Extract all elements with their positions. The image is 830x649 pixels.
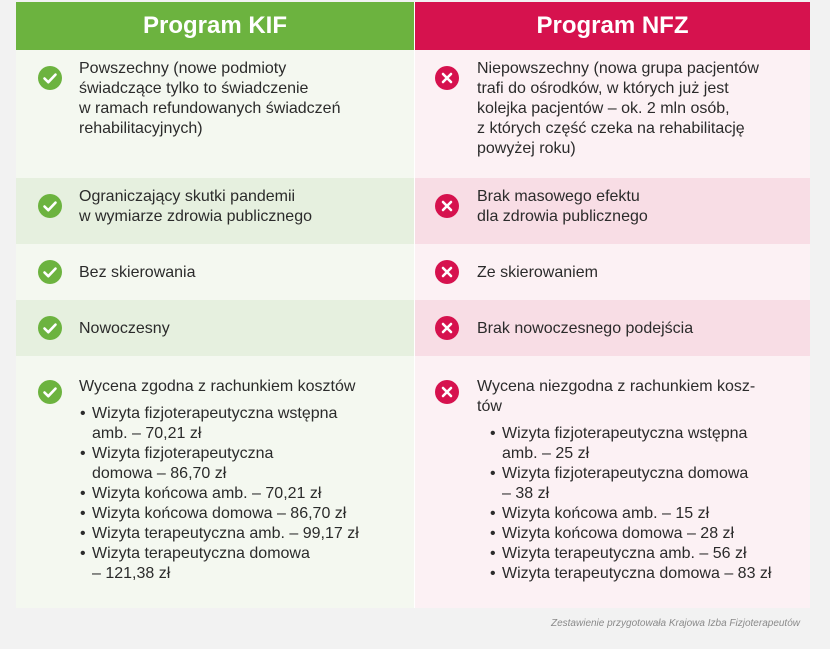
- list-item: • Wizyta końcowa domowa – 28 zł: [490, 524, 800, 544]
- nfz-text: Wycena niezgodna z rachunkiem kosz- tów: [477, 378, 756, 415]
- table-row: [16, 178, 810, 244]
- list-item: • Wizyta końcowa amb. – 70,21 zł: [80, 484, 404, 504]
- check-icon: [38, 66, 62, 90]
- nfz-cell: [415, 356, 810, 608]
- cross-icon: [435, 66, 459, 90]
- kif-text: Wycena zgodna z rachunkiem kosztów: [79, 378, 356, 395]
- kif-price-list: [80, 404, 404, 584]
- nfz-text: Brak masowego efektu dla zdrowia publicznego: [477, 188, 648, 225]
- check-icon: [38, 194, 62, 218]
- list-item: • Wizyta fizjoterapeutyczna wstępna amb. – 25 zł: [490, 424, 800, 464]
- cross-icon: [435, 260, 459, 284]
- kif-text: Powszechny (nowe podmioty świadczące tylko to świadczenie w ramach refundowanych świadczeń rehabilitacyjnych): [79, 60, 341, 137]
- list-item: • Wizyta terapeutyczna domowa – 83 zł: [490, 564, 800, 584]
- nfz-price-list: [490, 424, 800, 584]
- source-credit: Zestawienie przygotowała Krajowa Izba Fizjoterapeutów: [550, 618, 800, 629]
- list-item: • Wizyta terapeutyczna amb. – 56 zł: [490, 544, 800, 564]
- table-row: [16, 244, 810, 300]
- cross-icon: [435, 194, 459, 218]
- list-item: • Wizyta końcowa amb. – 15 zł: [490, 504, 800, 524]
- list-item: • Wizyta końcowa domowa – 86,70 zł: [80, 504, 404, 524]
- kif-cell: [16, 244, 414, 300]
- check-icon: [38, 260, 62, 284]
- table-row: [16, 300, 810, 356]
- nfz-text: Brak nowoczesnego podejścia: [477, 320, 694, 337]
- kif-cell: [16, 50, 414, 178]
- table-row: [16, 50, 810, 178]
- kif-cell: [16, 178, 414, 244]
- check-icon: [38, 380, 62, 404]
- nfz-cell: [415, 300, 810, 356]
- nfz-cell: [415, 244, 810, 300]
- nfz-cell: [415, 50, 810, 178]
- list-item: • Wizyta fizjoterapeutyczna domowa – 86,70 zł: [80, 444, 404, 484]
- kif-header: [16, 2, 414, 50]
- table-row: [16, 356, 810, 608]
- nfz-text: Niepowszechny (nowa grupa pacjentów trafi do ośrodków, w których już jest kolejka pacjentów – ok. 2 mln osób, z których część czeka na rehabilitację powyżej roku): [477, 60, 759, 157]
- list-item: • Wizyta terapeutyczna domowa – 121,38 zł: [80, 544, 404, 584]
- list-item: • Wizyta fizjoterapeutyczna domowa – 38 zł: [490, 464, 800, 504]
- kif-text: Nowoczesny: [79, 320, 170, 337]
- comparison-table: [16, 2, 810, 608]
- kif-text: Bez skierowania: [79, 264, 196, 281]
- list-item: • Wizyta fizjoterapeutyczna wstępna amb. – 70,21 zł: [80, 404, 404, 444]
- check-icon: [38, 316, 62, 340]
- kif-cell: [16, 356, 414, 608]
- nfz-header: [415, 2, 810, 50]
- cross-icon: [435, 316, 459, 340]
- kif-text: Ograniczający skutki pandemii w wymiarze zdrowia publicznego: [79, 188, 312, 225]
- kif-title: Program KIF: [142, 12, 288, 39]
- nfz-cell: [415, 178, 810, 244]
- nfz-text: Ze skierowaniem: [477, 264, 598, 281]
- cross-icon: [435, 380, 459, 404]
- nfz-title: Program NFZ: [536, 12, 689, 39]
- list-item: • Wizyta terapeutyczna amb. – 99,17 zł: [80, 524, 404, 544]
- kif-cell: [16, 300, 414, 356]
